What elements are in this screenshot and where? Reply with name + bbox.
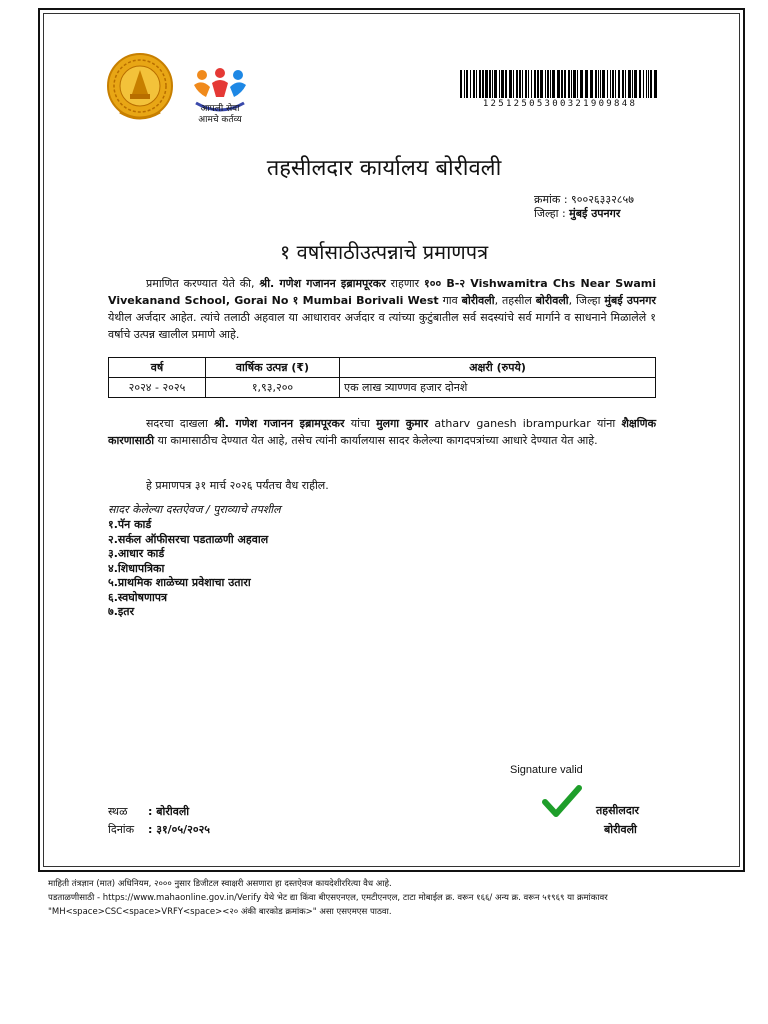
- para1-text-6: येथील अर्जदार आहेत. त्यांचे तलाठी अहवाल या आधारावर अर्जदार व त्यांच्या कुटुंबातील सर्व सदस्यांचे सर्व मार्गाने व साधनाने मिळालेले १ वर्षाचे उत्पन्न खालील प्रमाणे आहे.: [108, 311, 656, 341]
- para1-text-1: प्रमाणित करण्यात येते की,: [146, 277, 255, 290]
- barcode-bar: [625, 70, 626, 98]
- barcode-bar: [550, 70, 551, 98]
- date-label: दिनांक: [108, 823, 135, 836]
- footer-line-1: माहिती तंत्रज्ञान (मात) अधिनियम, २००० नुसार डिजीटल स्वाक्षरी असणारा हा दस्तऐवज कायदेशीररित्या वैध आहे.: [48, 879, 392, 889]
- footer-line-3: "MH<space>CSC<space>VRFY<space><२० अंकी बारकोड क्रमांक>" असा एसएमएस पाठवा.: [48, 907, 392, 917]
- barcode-bar: [552, 70, 555, 98]
- applicant-village: बोरीवली: [461, 294, 495, 307]
- barcode-bar: [545, 70, 546, 98]
- barcode-bar: [494, 70, 497, 98]
- applicant-district: मुंबई उपनगर: [604, 294, 656, 307]
- barcode-bar: [561, 70, 563, 98]
- barcode-number: 1251250530032190984​8: [482, 99, 638, 109]
- signatory-designation: तहसीलदार: [596, 804, 640, 817]
- barcode-bar: [499, 70, 500, 98]
- applicant-name: श्री. गणेश गजानन इब्रामपूरकर: [259, 277, 386, 290]
- documents-heading: सादर केलेल्या दस्तऐवज / पुराव्याचे तपशील: [108, 503, 281, 516]
- income-year: २०२४ - २०२५: [109, 378, 206, 398]
- barcode-bar: [479, 70, 481, 98]
- barcode-bar: [602, 70, 605, 98]
- footer-line-2: पडताळणीसाठी - https://www.mahaonline.gov.in/Verify येथे भेट द्या किंवा बीएसएनएल, एमटीएनएल, टाटा मोबाईल क्र. वरून १६६/ अन्य क्र. वरून ५१९६९ या क्रमांकावर: [48, 893, 608, 903]
- barcode-bar: [557, 70, 560, 98]
- barcode-bar: [650, 70, 652, 98]
- barcode-bar: [531, 70, 532, 98]
- maharashtra-seal-icon: [106, 50, 174, 130]
- barcode-bar: [537, 70, 539, 98]
- para2-text-4: या कामासाठीच देण्यात येत आहे, तसेच त्यांनी कार्यालयास सादर केलेल्या कागदपत्रांच्या आधारे देण्यात येत आहे.: [157, 434, 598, 447]
- barcode-bar: [590, 70, 593, 98]
- reference-number-label: क्रमांक :: [534, 193, 568, 206]
- para1-text-3: गाव: [442, 294, 458, 307]
- barcode-bar: [577, 70, 578, 98]
- barcode-bar: [509, 70, 512, 98]
- para1-text-4: , तहसील: [494, 294, 532, 307]
- barcode-bar: [522, 70, 523, 98]
- barcode-bar: [615, 70, 616, 98]
- income-header-amount: वार्षिक उत्पन्न (₹): [206, 358, 340, 378]
- documents-list: [108, 518, 268, 620]
- list-item: ७.इतर: [108, 605, 135, 618]
- barcode-bar: [525, 70, 527, 98]
- barcode-bar: [622, 70, 624, 98]
- barcode-bar: [598, 70, 599, 98]
- barcode-bar: [476, 70, 477, 98]
- barcode-bar: [485, 70, 488, 98]
- office-title: तहसीलदार कार्यालय बोरीवली: [266, 156, 502, 181]
- barcode-bar: [464, 70, 465, 98]
- barcode-bar: [568, 70, 570, 98]
- barcode-bar: [482, 70, 484, 98]
- income-header-words: अक्षरी (रुपये): [340, 358, 656, 378]
- para2-text-3: यांना: [597, 417, 616, 430]
- place-value: : बोरीवली: [148, 805, 190, 818]
- list-item: ३.आधार कार्ड: [108, 547, 165, 560]
- certificate-paragraph-1: [108, 275, 656, 343]
- reference-number-value: ९००२६३३२८५७: [571, 193, 634, 206]
- barcode-bar: [643, 70, 644, 98]
- para2-text-2: यांचा: [350, 417, 370, 430]
- certificate-paragraph-2: [108, 415, 656, 449]
- barcode-bar: [564, 70, 566, 98]
- para1-text-2: राहणार: [390, 277, 420, 290]
- list-item: ४.शिधापत्रिका: [108, 561, 165, 575]
- validity-statement: [108, 477, 656, 494]
- list-item: २.सर्कल ऑफीसरचा पडताळणी अहवाल: [108, 532, 269, 546]
- certificate-purpose: शैक्षणिक कारणासाठी: [108, 417, 657, 447]
- para1-text-5: , जिल्हा: [568, 294, 601, 307]
- barcode-bar: [654, 70, 657, 98]
- barcode-bar: [634, 70, 637, 98]
- signature-valid-text: Signature valid: [510, 764, 583, 776]
- list-item: ५.प्राथमिक शाळेच्या प्रवेशाचा उतारा: [108, 576, 251, 589]
- barcode-bar: [466, 70, 468, 98]
- place-label: स्थळ: [108, 805, 128, 818]
- barcode-bar: [610, 70, 611, 98]
- barcode-bar: [628, 70, 631, 98]
- list-item: १.पॅन कार्ड: [108, 518, 152, 531]
- logo-tagline-line2: आमचे कर्तव्य: [198, 115, 242, 125]
- barcode-bar: [489, 70, 491, 98]
- logo-tagline: [188, 104, 252, 126]
- barcode-bar: [571, 70, 572, 98]
- barcode-bar: [460, 70, 462, 98]
- barcode-bar: [585, 70, 588, 98]
- barcode-bar: [516, 70, 518, 98]
- barcode-bar: [632, 70, 633, 98]
- logo-tagline-line1: आपली सेवा: [200, 104, 240, 114]
- para2-name: श्री. गणेश गजानन इब्रामपूरकर: [214, 417, 345, 430]
- barcode-bar: [519, 70, 521, 98]
- barcode: [460, 70, 660, 98]
- income-table: [108, 357, 656, 398]
- income-amount: १,९३,२००: [206, 378, 340, 398]
- table-row: [109, 378, 656, 398]
- barcode-bar: [534, 70, 536, 98]
- applicant-taluka: बोरीवली: [535, 294, 569, 307]
- barcode-bar: [612, 70, 614, 98]
- reference-district-label: जिल्हा :: [534, 207, 566, 220]
- barcode-bar: [600, 70, 601, 98]
- child-name: atharv ganesh ibrampurkar: [434, 417, 591, 430]
- list-item: ६.स्वघोषणापत्र: [108, 590, 168, 604]
- income-header-year: वर्ष: [109, 358, 206, 378]
- barcode-bar: [540, 70, 543, 98]
- barcode-bar: [595, 70, 597, 98]
- barcode-bar: [505, 70, 507, 98]
- para2-text-1: सदरचा दाखला: [146, 417, 208, 430]
- income-table-header-row: [109, 358, 656, 378]
- barcode-bar: [501, 70, 504, 98]
- reference-district-value: मुंबई उपनगर: [569, 207, 621, 220]
- barcode-bar: [646, 70, 647, 98]
- barcode-bar: [547, 70, 549, 98]
- certificate-title: १ वर्षासाठीउत्पन्नाचे प्रमाणपत्र: [279, 240, 489, 264]
- validity-text: हे प्रमाणपत्र ३१ मार्च २०२६ पर्यंतच वैध राहील.: [146, 479, 329, 492]
- barcode-bar: [528, 70, 529, 98]
- barcode-bar: [580, 70, 583, 98]
- signatory-office: बोरीवली: [604, 823, 637, 836]
- barcode-bar: [607, 70, 608, 98]
- barcode-bar: [648, 70, 649, 98]
- reference-number: [534, 192, 634, 207]
- para2-relation: मुलगा कुमार: [376, 417, 429, 430]
- barcode-bar: [618, 70, 620, 98]
- income-words: एक लाख त्र्याण्णव हजार दोनशे: [340, 378, 656, 398]
- barcode-bar: [492, 70, 493, 98]
- barcode-bar: [513, 70, 514, 98]
- barcode-bar: [470, 70, 471, 98]
- date-value: : ३१/०५/२०२५: [148, 823, 211, 836]
- barcode-bar: [639, 70, 641, 98]
- barcode-bar: [573, 70, 576, 98]
- green-check-icon: [542, 784, 582, 820]
- reference-district: [534, 206, 620, 221]
- barcode-bar: [473, 70, 475, 98]
- applicant-address: १०० B-२ Vishwamitra Chs Near Swami Vivekanand School, Gorai No १ Mumbai Borivali West: [108, 277, 657, 307]
